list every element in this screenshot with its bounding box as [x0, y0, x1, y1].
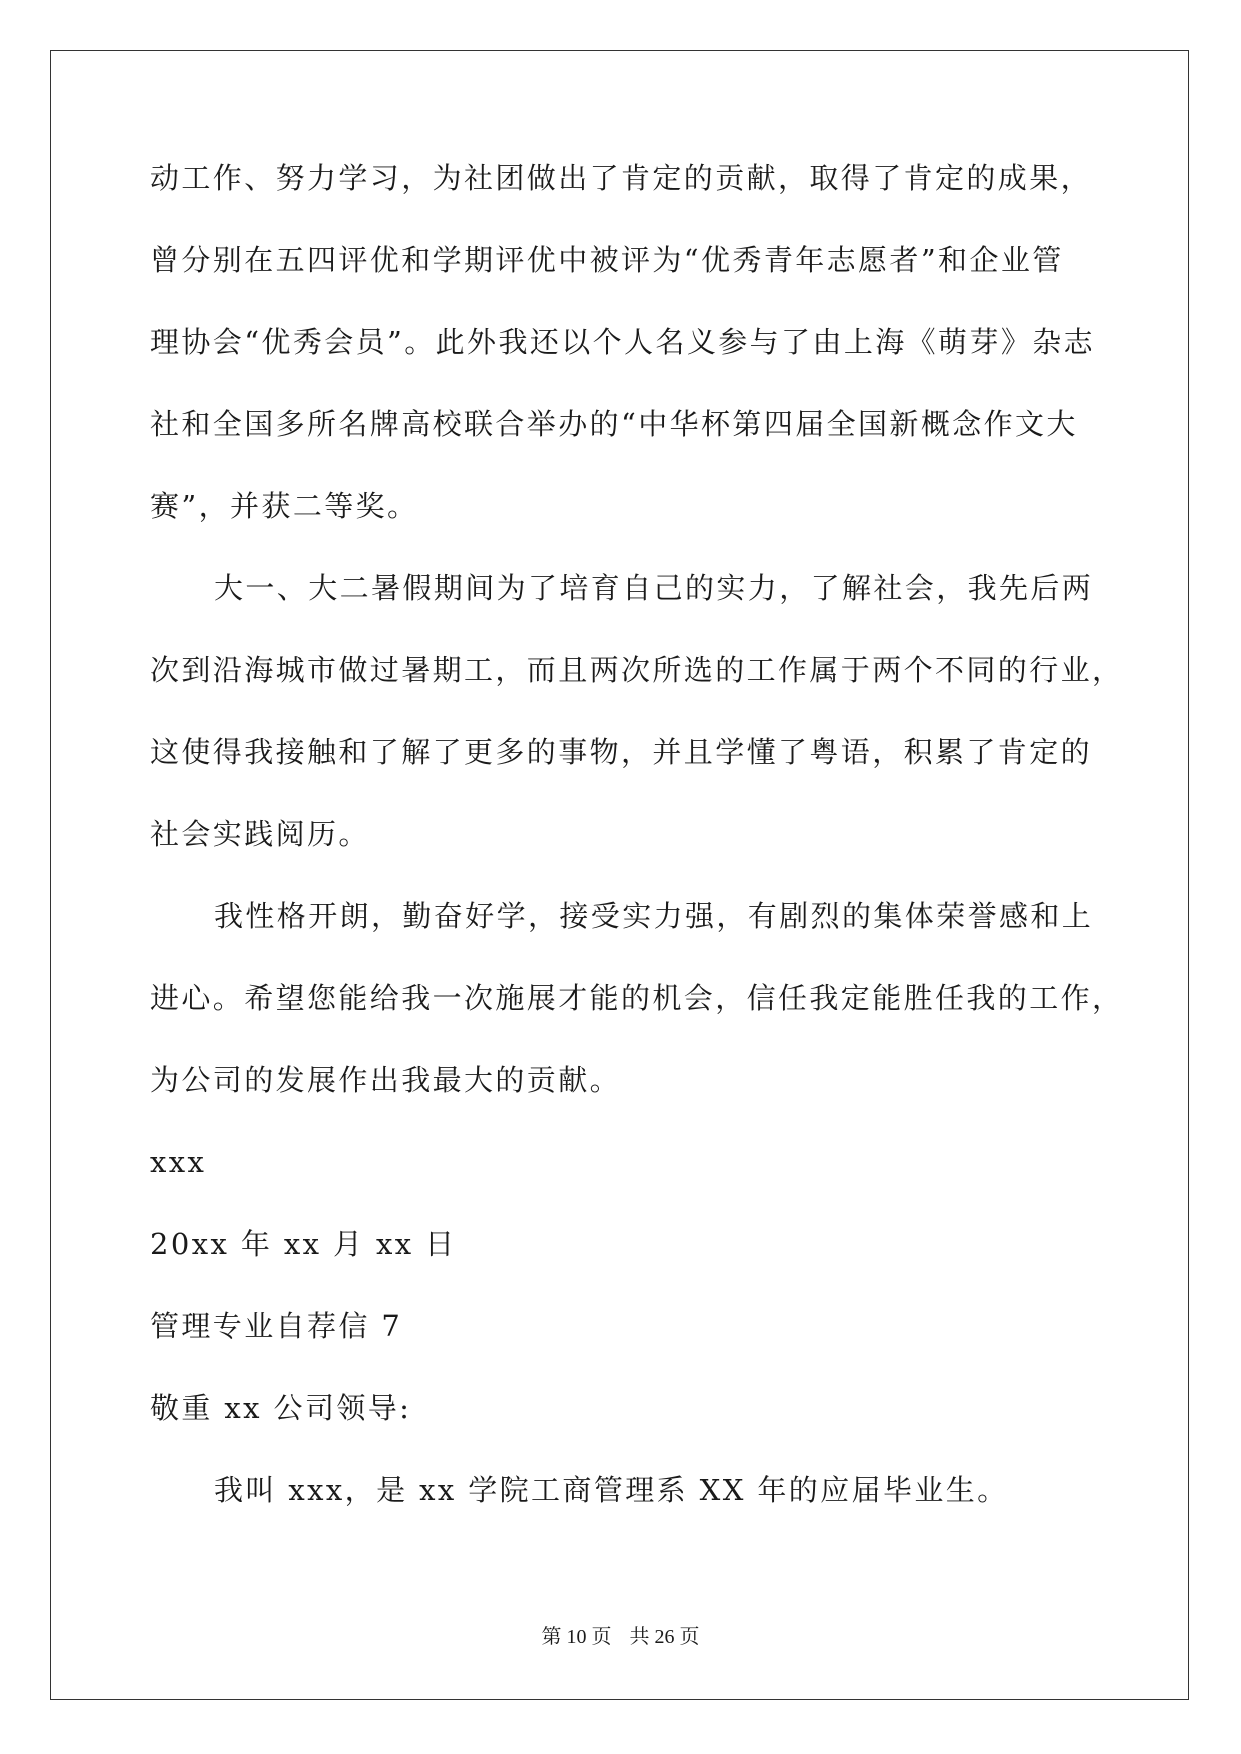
text-line: 次到沿海城市做过暑期工，而且两次所选的工作属于两个不同的行业，	[150, 653, 1124, 687]
paragraph-start-line: 我性格开朗，勤奋好学，接受实力强，有剧烈的集体荣誉感和上	[214, 899, 1094, 933]
text-line: 社和全国多所名牌高校联合举办的“中华杯第四届全国新概念作文大	[150, 407, 1078, 441]
text-line: 理协会“优秀会员”。此外我还以个人名义参与了由上海《萌芽》杂志	[150, 325, 1096, 359]
text-line: 动工作、努力学习，为社团做出了肯定的贡献，取得了肯定的成果，	[150, 161, 1093, 195]
text-line: 为公司的发展作出我最大的贡献。	[150, 1063, 622, 1097]
page-number: 第 10 页	[541, 1626, 612, 1648]
page-total: 共 26 页	[629, 1626, 700, 1648]
paragraph-start-line: 我叫 xxx，是 xx 学院工商管理系 XX 年的应届毕业生。	[214, 1473, 1009, 1507]
signature-name: xxx	[150, 1145, 207, 1179]
text-line: 进心。希望您能给我一次施展才能的机会，信任我定能胜任我的工作，	[150, 981, 1124, 1015]
signature-date: 20xx 年 xx 月 xx 日	[150, 1227, 457, 1261]
page-footer	[0, 1620, 1241, 1649]
text-line: 赛”，并获二等奖。	[150, 489, 419, 523]
document-body	[150, 160, 1124, 1554]
text-line: 社会实践阅历。	[150, 817, 370, 851]
text-line: 曾分别在五四评优和学期评优中被评为“优秀青年志愿者”和企业管	[150, 243, 1064, 277]
salutation: 敬重 xx 公司领导:	[150, 1391, 412, 1425]
section-title: 管理专业自荐信 7	[150, 1309, 403, 1343]
text-line: 这使得我接触和了解了更多的事物，并且学懂了粤语，积累了肯定的	[150, 735, 1093, 769]
paragraph-start-line: 大一、大二暑假期间为了培育自己的实力，了解社会，我先后两	[214, 571, 1094, 605]
